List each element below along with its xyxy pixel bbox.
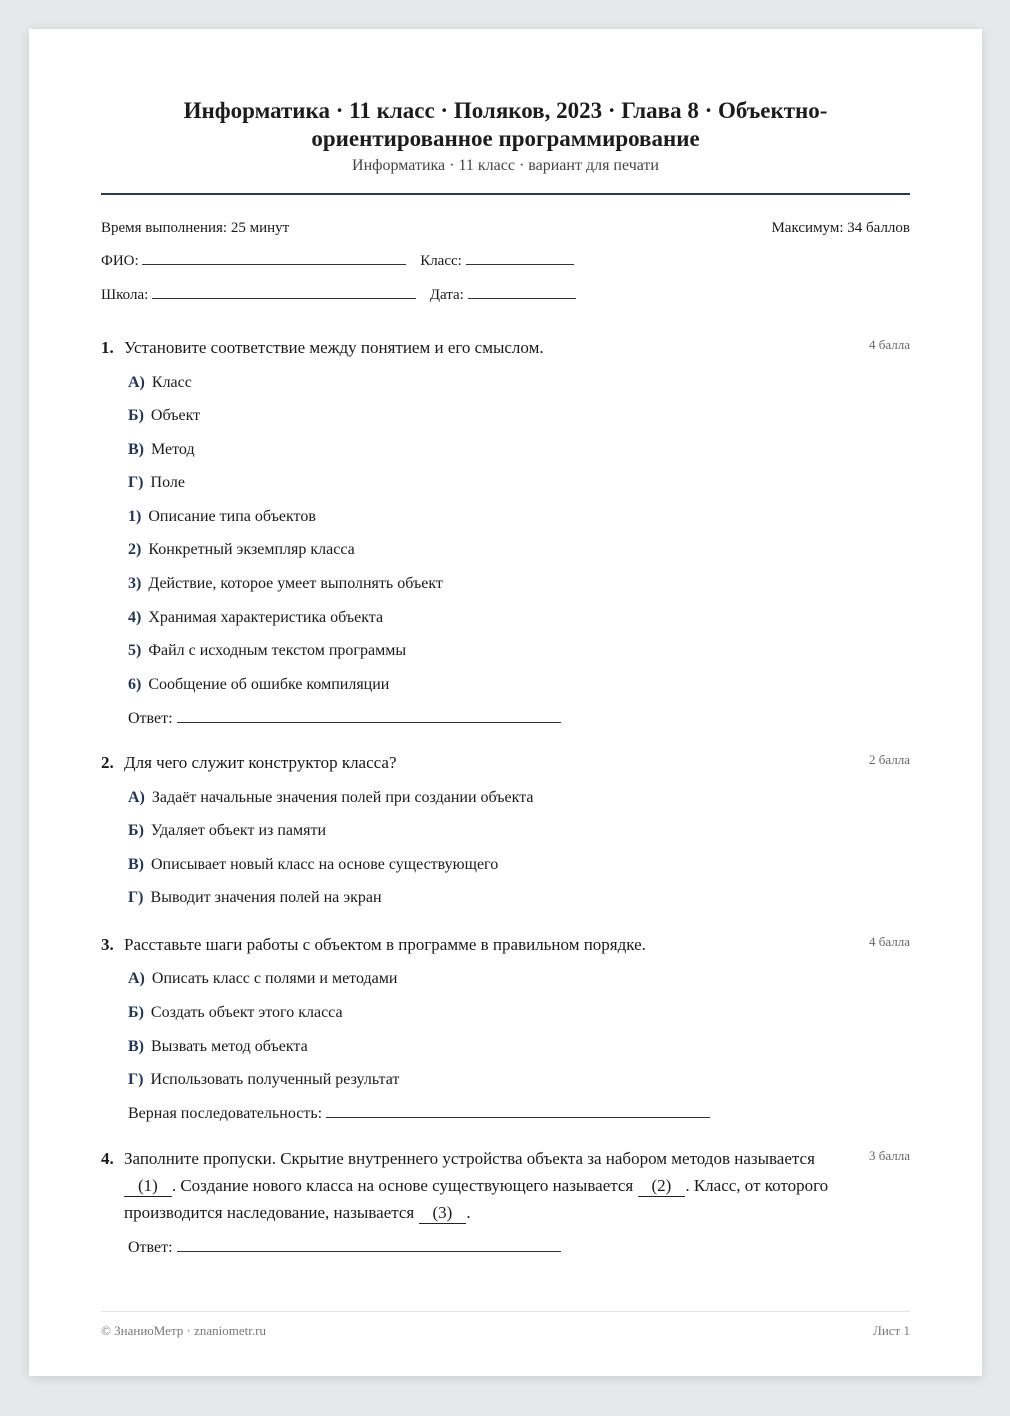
date-label: Дата: [429, 287, 464, 303]
question-points: 2 балла [869, 752, 910, 767]
sequence-row [128, 1105, 710, 1123]
question-text: Установите соответствие между понятием и его смыслом. [124, 338, 544, 357]
class-label: Класс: [420, 253, 462, 269]
step-c: В) Вызвать метод объекта [128, 1038, 308, 1055]
class-field[interactable] [466, 263, 574, 265]
match-left-c: В) Метод [128, 441, 195, 458]
answer-row [128, 710, 561, 728]
option-b[interactable]: Б) Удаляет объект из памяти [128, 822, 327, 839]
match-left-b: Б) Объект [128, 407, 201, 424]
question-points: 4 балла [869, 934, 910, 949]
sequence-label: Верная последовательность: [128, 1105, 323, 1122]
blank-2[interactable]: (2) [638, 1176, 686, 1197]
match-right-3: 3) Действие, которое умеет выполнять объект [128, 575, 443, 592]
time-limit: Время выполнения: 25 минут [101, 220, 290, 236]
page-subtitle: Информатика · 11 класс · вариант для печати [352, 157, 659, 174]
match-right-6: 6) Сообщение об ошибке компиляции [128, 676, 390, 693]
fio-row [101, 253, 574, 270]
fio-label: ФИО: [101, 253, 139, 269]
match-left-a: А) Класс [128, 374, 192, 391]
question-text-part-1: Заполните пропуски. Скрытие внутреннего устройства объекта за набором методов называется [124, 1149, 815, 1168]
match-left-d: Г) Поле [128, 474, 185, 491]
page-title: Информатика · 11 класс · Поляков, 2023 · Глава 8 · Объектно-ориентированное программирование [183, 98, 828, 151]
answer-label: Ответ: [128, 710, 173, 727]
school-row [101, 287, 576, 304]
step-a: А) Описать класс с полями и методами [128, 970, 398, 987]
question-text-part-4: . [466, 1203, 471, 1222]
blank-3[interactable]: (3) [419, 1203, 467, 1224]
question-number: 2. [101, 753, 114, 772]
question-number: 1. [101, 338, 114, 357]
match-right-4: 4) Хранимая характеристика объекта [128, 609, 384, 626]
question-2 [101, 749, 910, 906]
footer-copyright: © ЗнаниоМетр · znaniometr.ru [101, 1323, 266, 1338]
answer-field[interactable] [177, 1250, 561, 1252]
question-points: 4 балла [869, 337, 910, 352]
question-text-part-2: . Создание нового класса на основе существующего называется [171, 1176, 634, 1195]
header-divider [101, 193, 910, 195]
worksheet-page [29, 29, 982, 1376]
option-d[interactable]: Г) Выводит значения полей на экран [128, 889, 382, 906]
option-c[interactable]: В) Описывает новый класс на основе существующего [128, 856, 499, 873]
fio-field[interactable] [142, 263, 406, 265]
footer-divider [101, 1311, 910, 1312]
step-b: Б) Создать объект этого класса [128, 1004, 343, 1021]
question-4 [101, 1145, 910, 1256]
max-score: Максимум: 34 баллов [771, 220, 910, 236]
match-right-5: 5) Файл с исходным текстом программы [128, 642, 407, 659]
answer-row [128, 1239, 561, 1257]
answer-field[interactable] [177, 721, 561, 723]
answer-label: Ответ: [128, 1239, 173, 1256]
question-1 [101, 334, 910, 727]
footer-sheet-number: Лист 1 [873, 1323, 910, 1338]
option-a[interactable]: А) Задаёт начальные значения полей при создании объекта [128, 789, 534, 806]
question-number: 3. [101, 935, 114, 954]
school-field[interactable] [152, 297, 416, 299]
question-text: Для чего служит конструктор класса? [124, 753, 397, 772]
step-d: Г) Использовать полученный результат [128, 1071, 400, 1088]
question-points: 3 балла [869, 1148, 910, 1163]
question-number: 4. [101, 1149, 114, 1168]
question-text-part-3: . Класс, от которого производится наследование, называется [124, 1176, 829, 1222]
match-right-1: 1) Описание типа объектов [128, 508, 316, 525]
blank-1[interactable]: (1) [124, 1176, 172, 1197]
sequence-field[interactable] [326, 1116, 710, 1118]
date-field[interactable] [468, 297, 576, 299]
question-text: Расставьте шаги работы с объектом в программе в правильном порядке. [124, 935, 646, 954]
school-label: Школа: [101, 287, 149, 303]
question-3 [101, 931, 910, 1122]
match-right-2: 2) Конкретный экземпляр класса [128, 541, 355, 558]
